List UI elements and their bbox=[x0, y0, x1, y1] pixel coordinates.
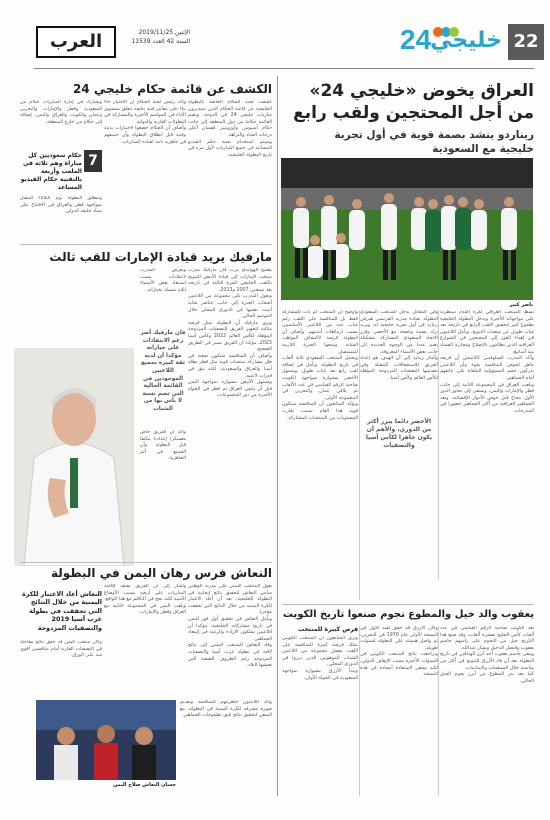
lead-headline-line: من أجل المحتجين ولقب رابع bbox=[293, 103, 534, 123]
lead-deck-line: خليجية مع السعودية bbox=[432, 143, 534, 155]
referees-body-col-2: وأكد رئيس لجنة الحكام أن الاختيار جاء بناء على معايير فنية دقيقة تتعلق بمستوى الأداء في المواسم الأخيرة والمشاركة في البطولات القارية والدولية. وأضاف أن الحكام خضعوا لاختبارات بدنية وفنية قبل انطلاق البطولة وأن جميعهم في جاهزية تامة لقيادة المباريات. bbox=[104, 100, 186, 145]
referees-body-col-4: وتنطلق البطولة يوم الثلاثاء المقبل بمواجهة قطر والعراق في الافتتاح على ستاد خليفة الدولي. bbox=[20, 196, 102, 215]
lead-pull-quote: الأخضر دائما يبرز أكثر من الدوري، والأهم أن يكون جاهزا لكأس آسيا والتصفيات bbox=[365, 418, 433, 449]
issue-number: السنة 42 العدد 11539 bbox=[131, 38, 190, 45]
coach-portrait-image bbox=[14, 348, 134, 566]
page-header bbox=[0, 22, 550, 66]
referees-body-col-1: كشفت لجنة الحكام الخاصة بالبطولة الخليجية عن قائمة الحكام الذين سيديرون مباريات خليجي 24 في الدوحة. وتضم القائمة حكاما من دول المنطقة إلى جانب حكام آسيويين وأوروبيين لضمان أعلى درجات الحياد والنزاهة. وسيتم استخدام تقنية حكم الفيديو المساعد في جميع المباريات لأول مرة في تاريخ البطولة الخليجية. bbox=[188, 100, 272, 158]
lead-photo-caption: ناصر كبير bbox=[509, 302, 533, 308]
page-number: 22 bbox=[508, 24, 544, 60]
nuaash-body-col-1: يعول المنتخب اليمني على مدربه الوطني سامي النعاش لتحقيق نتائج إيجابية في البطولة الخليجية، بعد أن أعاد الاعتبار للكرة اليمنية من خلال النتائج التي تحققت مؤخرا. ويأمل النعاش في تحقيق أول فوز لليمن في تاريخ مشاركاته الخليجية، مؤكدا أن اللاعبين يملكون الإرادة والرغبة في إسعاد الجماهير. وقاد النعاش المنتخب اليمني إلى نتائج لافتة في بطولة غرب آسيا والتصفيات المزدوجة رغم الظروف الصعبة التي تعيشها البلاد. bbox=[188, 584, 272, 669]
nuaash-body-col-4: وأكد اللاعبون جاهزيتهم للمنافسة وتقديم صورة مشرفة للكرة اليمنية في البطولة، مع السعي لتحقيق نتائج تليق بطموحات الجماهير. bbox=[180, 700, 272, 719]
lead-deck-line: ريناردو ينشد بصمة قوية في أول تجربة bbox=[334, 129, 534, 141]
marwijk-body-col-2: وتعرض المدرب لانتقادات بسبب استبعاد بعض الأسماء لكنه تمسك بخياراته. bbox=[140, 268, 186, 293]
nuaash-photo-caption: حسان النعاش صلاح اليمن bbox=[112, 782, 176, 788]
kuwait-subhead: فرص كبيرة للمنتخب bbox=[298, 626, 358, 633]
kuwait-body-col-1: تعد الكويت صاحبة الرقم القياسي في عدد ألقاب كأس الخليج بعشرة ألقاب، وقد صنع هذا التاريخ جيل من النجوم على رأسهم جاسم يعقوب وفيصل الدخيل وبشار عبدالله. ويبقى جاسم يعقوب أحد أبرز الهدافين في تاريخ البطولة بعد أن قاد الأزرق للتتويج في أكثر من مناسبة خلال السبعينات والثمانينات. كما يعد بدر المطوع من أبرز نجوم الجيل الحالي. bbox=[440, 626, 534, 684]
marwijk-body-col-3: وأكد أن الفريق خاض معسكرا إعداديا مكثفا قبل البطولة وأن الجميع في أتم الجاهزية. bbox=[140, 430, 186, 462]
yemen-bench-image bbox=[36, 700, 176, 780]
referees-count-badge: 7 bbox=[84, 150, 102, 172]
marwijk-photo bbox=[14, 348, 134, 566]
team-photo-image bbox=[281, 158, 533, 300]
lead-headline-line: العراق يخوض «خليجي 24» bbox=[309, 81, 534, 101]
nuaash-photo bbox=[36, 700, 176, 780]
nuaash-callout: النعاش أعاد الاعتبار للكرة اليمنية من خلال النتائج التي تحققت في بطولة غرب آسيا 2019 والتصفيات المزدوجة bbox=[21, 590, 102, 632]
nuaash-headline: النعاش فرس رهان اليمن في البطولة bbox=[51, 566, 272, 580]
nuaash-body-col-2: وأشار إلى أن الفريق يفتقد لإقامة المباريات على أرضه بسبب الأوضاع الأمنية لكنه نجح في التأقلم مع هذا الواقع. ويلعب اليمن في المجموعة الثانية مع العراق وقطر والإمارات. bbox=[104, 584, 186, 616]
lead-body-col-1: بسط المنتخب العراقي لكرة القدم سيطرته على مواجهاته الأخيرة ويدخل البطولة الخليجية بطموح كبير لتحقيق اللقب الرابع في تاريخه بعد غياب طويل عن منصات التتويج. ويأمل اللاعبون في إهداء الفوز إلى المحتجين في الشوارع العراقية الذين يطالبون بالإصلاح ومحاربة الفساد منذ أسابيع. وأكد المدرب السلوفيني كاتانيتش أن فريقه جاهز لخوض المنافسة بقوة وأن اللاعبين يدركون حجم المسؤولية الملقاة على عاتقهم أمام الجماهير. ويلعب العراق في المجموعة الثانية إلى جانب قطر والإمارات واليمن، ويسعى إلى تجاوز الدور الأول بنجاح قبل خوض الأدوار الإقصائية. وتعد الجماهير العراقية من أكثر الجماهير حضورا في المدرجات. bbox=[440, 310, 534, 414]
kuwait-body-col-2: وكان الأزرق قد حقق لقبه الأول في النسخة الأولى عام 1970 في البحرين، ثم واصل هيمنته على البطولة لسنوات طويلة. وتراجعت نتائج المنتخب الكويتي في السنوات الأخيرة بسبب الإيقاف الدولي، لكنه يسعى لاستعادة أمجاده في هذه النسخة. bbox=[360, 626, 438, 678]
issue-info bbox=[120, 28, 190, 46]
logo-number: 24 bbox=[400, 24, 432, 55]
kuwait-headline: يعقوب والد خيل والمطوع نجوم صنعوا تاريخ الكويت bbox=[282, 609, 534, 620]
referees-headline: الكشف عن قائمة حكام خليجي 24 bbox=[72, 82, 272, 96]
lead-body-col-3: وأوضح أن المنتخب لم يأت للمشاركة فقط بل للمنافسة على اللقب رغم غياب عدد من اللاعبين الأساسيين بسبب ارتباطات أنديتهم. وأضاف أن البطولة فرصة لاكتشاف المواهب الشابة ومنحها الخبرة اللازمة للمستقبل. ويحمل المنتخب السعودي ثلاثة ألقاب في تاريخ البطولة، ويأمل في إضافة لقب رابع بعد غياب طويل. ويستهل الأخضر مشواره بمواجهة الكويت صاحبة الرقم القياسي في عدد الألقاب ثم يلاقي عمان والبحرين في المجموعة الأولى. ويؤكد المتابعون أن المنافسة ستكون قوية هذا العام بسبب تقارب المستويات بين المنتخبات المشاركة. bbox=[282, 310, 358, 421]
lead-body-col-2: وفي المقابل يدخل المنتخب السعودي البطولة بقيادة مدربه الفرنسي هيرفي رينارد في أول تجربة خليجية له، ويريد ترك بصمة واضحة مع الأخضر. وقرر الاتحاد السعودي المشاركة بتشكيلة تضم عددا من الوجوه الجديدة إلى جانب بعض الأسماء المعروفة. وأشار رينارد إلى أن الهدف هو إعداد الفريق للاستحقاقات المقبلة وفي مقدمتها التصفيات المزدوجة المؤهلة لكأس العالم وكأس آسيا. bbox=[360, 310, 438, 381]
khaleeji-24-logo bbox=[394, 22, 504, 64]
logo-text: خليجي bbox=[430, 28, 502, 53]
marwijk-body-col-1: يطمح الهولندي بيرت فان مارفيك مدرب منتخب الإمارات إلى قيادة الأبيض للتتويج باللقب الخليجي للمرة الثالثة في تاريخه بعد نسختي 2007 و2013. ويعول المدرب على مجموعة من اللاعبين أصحاب الخبرة إلى جانب عناصر شابة أثبتت نفسها في الدوري المحلي خلال الموسم الحالي. ويرى مارفيك أن البطولة تمثل فرصة مثالية لتجهيز الفريق للتصفيات المزدوجة المؤهلة لكأس العالم 2022 وكأس آسيا 2023، مؤكدا أن الفريق يسير في الطريق الصحيح. وأضاف أن المنافسة ستكون صعبة في ظل مشاركة منتخبات قوية مثل قطر بطلة آسيا والعراق والسعودية، لكنه يثق في قدرات لاعبيه. ويستهل الأبيض مشواره بمواجهة اليمن قبل أن يلتقي العراق ثم قطر في الجولة الأخيرة من دور المجموعات. bbox=[188, 268, 272, 399]
newspaper-logo: العرب bbox=[36, 26, 116, 58]
lead-headline bbox=[284, 80, 534, 124]
marwijk-pull-quote: فان مارفيك أصر رغم الانتقادات على خياراته مؤكدا أن لديه ثقة كبيرة بجميع اللاعبين الموجودين في القائمة الحالية التي تضم نسبة لا بأس بها من الشباب bbox=[140, 330, 186, 412]
lead-deck bbox=[274, 128, 534, 156]
kuwait-body-col-3: ويرى المتابعون أن المنتخب الكويتي يملك فرصة كبيرة للمنافسة على اللقب بفضل مجموعة من اللاعبين الشباب الموهوبين الذين برزوا في الدوري المحلي. ويبدأ الأزرق مشواره بمواجهة السعودية في الجولة الأولى. bbox=[282, 636, 358, 681]
team-photo bbox=[281, 158, 533, 300]
issue-date: الإثنين 2019/11/25 bbox=[138, 29, 190, 36]
referees-callout: حكام سعوديين كل مباراة وهم ثلاثة في الملعب وأربعة بالتقنية حكام الفيديو المساعد bbox=[20, 152, 82, 191]
nuaash-body-col-3: وكان منتخب اليمن قد حقق نتائج مفاجئة في التصفيات القارية أمام منافسين أقوى منه على الورق. bbox=[20, 640, 102, 659]
marwijk-headline: مارفيك يريد قيادة الإمارات للقب ثالث bbox=[49, 250, 272, 264]
referees-body-col-3: ويشارك في إدارة المباريات حكام من السعودية وقطر والإمارات والبحرين وعمان والكويت والعراق واليمن، إضافة إلى حكام من خارج المنطقة. bbox=[20, 100, 102, 125]
